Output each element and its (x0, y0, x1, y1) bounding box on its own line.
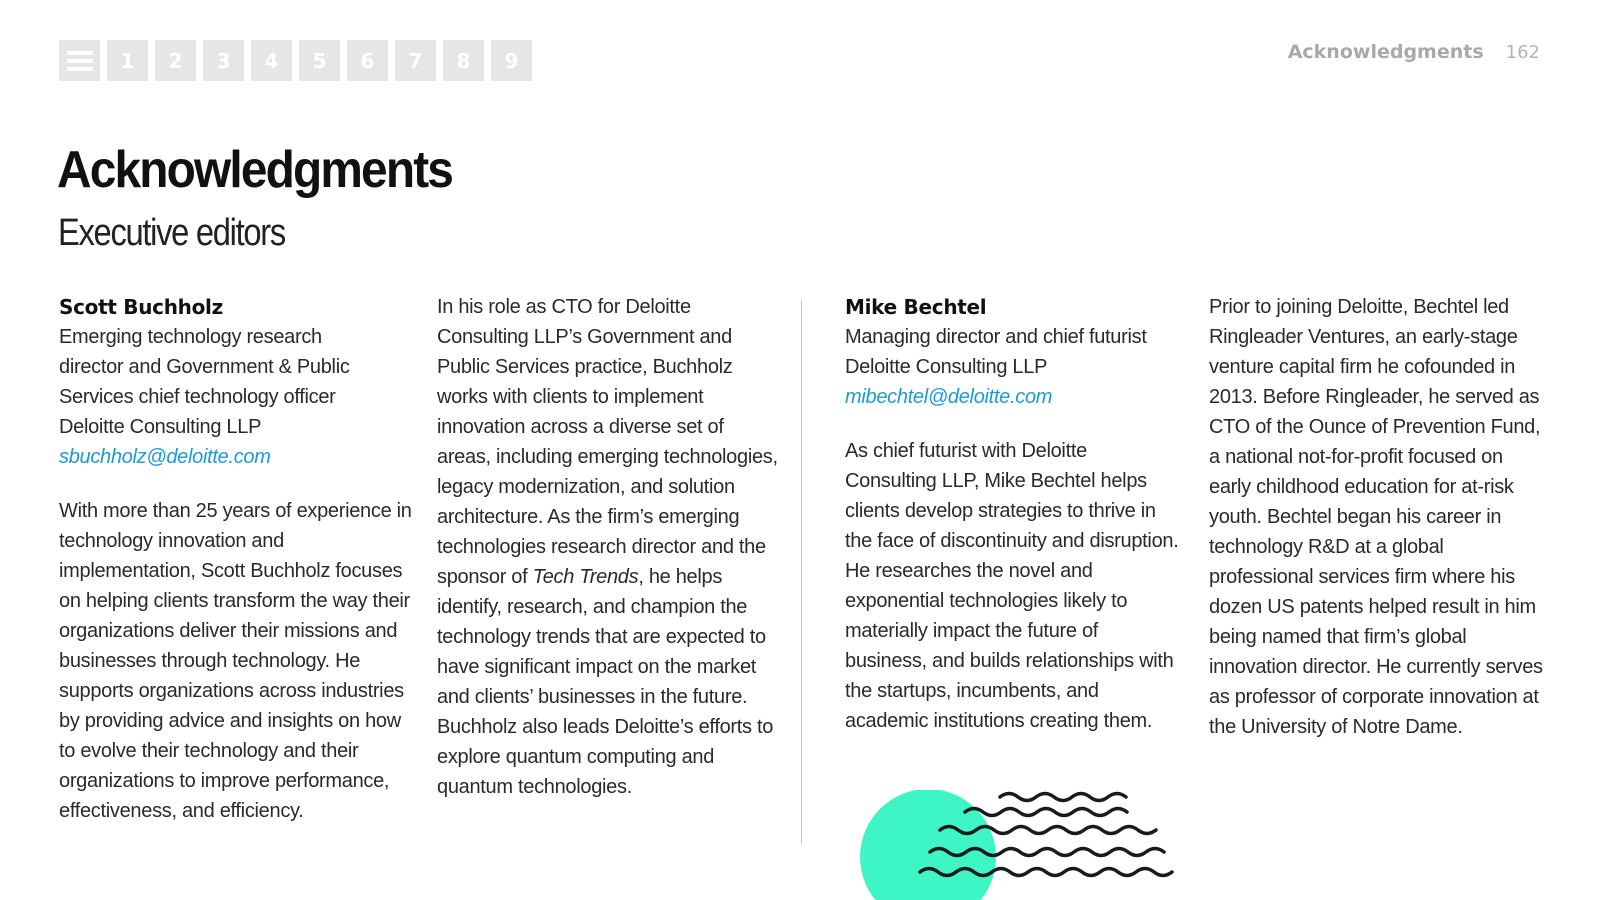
editor-buchholz-column (59, 292, 414, 826)
nav-page-7-button[interactable]: 7 (395, 40, 436, 81)
page-title: Acknowledgments (57, 141, 453, 199)
nav-page-8-button[interactable]: 8 (443, 40, 484, 81)
nav-page-6-button[interactable]: 6 (347, 40, 388, 81)
wave-line (1000, 794, 1126, 801)
wave-line (965, 809, 1127, 816)
publication-title: Tech Trends (532, 566, 639, 588)
column-divider (801, 300, 802, 844)
editor-bio-paragraph: With more than 25 years of experience in technology innovation and implementation, Scott Buchholz focuses on helping clients transform the way their organizations deliver their missions and businesses through technology. He supports organizations across industries by providing advice and insights on how to evolve their technology and their organizations to improve performance, effectiveness, and efficiency. (59, 500, 412, 822)
header-section-link[interactable]: Acknowledgments (1287, 41, 1484, 63)
editor-bio-paragraph: Prior to joining Deloitte, Bechtel led Ringleader Ventures, an early-stage venture capital firm he cofounded in 2013. Before Ringleader, he served as CTO of the Ounce of Prevention Fund, a national not-for-profit focused on early childhood education for at-risk youth. Bechtel began his career in technology R&D at a global professional services firm where his dozen US patents helped result in him being named that firm’s global innovation director. He currently serves as professor of corporate innovation at the University of Notre Dame. (1209, 296, 1543, 738)
editor-company: Deloitte Consulting LLP (845, 356, 1048, 378)
editor-name: Scott Buchholz (59, 295, 223, 319)
decorative-circle (860, 790, 996, 900)
editor-role-line: director and Government & Public (59, 356, 350, 378)
editor-buchholz-bio-column (437, 292, 782, 802)
menu-icon (67, 51, 93, 71)
nav-page-1-button[interactable]: 1 (107, 40, 148, 81)
page-navigation (59, 40, 532, 81)
editor-bechtel-column (845, 292, 1180, 736)
decorative-graphic (860, 790, 1220, 900)
editor-role-line: Managing director and chief futurist (845, 326, 1147, 348)
page-number: 162 (1505, 41, 1540, 63)
editor-role-line: Emerging technology research (59, 326, 322, 348)
running-header (1288, 40, 1540, 64)
section-title: Executive editors (58, 212, 285, 254)
nav-page-3-button[interactable]: 3 (203, 40, 244, 81)
editor-bechtel-bio-column (1209, 292, 1549, 742)
editor-company: Deloitte Consulting LLP (59, 416, 262, 438)
editor-bio-paragraph: In his role as CTO for Deloitte Consulting LLP’s Government and Public Services practice, Buchholz works with clients to implement innovation across a diverse set of areas, including emerging technologies, legacy modernization, and solution architecture. As the firm’s emerging technologies research director and the sponsor of Tech Trends, he helps identify, research, and champion the technology trends that are expected to have significant impact on the market and clients’ businesses in the future. Buchholz also leads Deloitte’s efforts to explore quantum computing and quantum technologies. (437, 296, 778, 798)
nav-page-5-button[interactable]: 5 (299, 40, 340, 81)
nav-page-4-button[interactable]: 4 (251, 40, 292, 81)
email-link[interactable]: sbuchholz@deloitte.com (59, 446, 271, 468)
email-link[interactable]: mibechtel@deloitte.com (845, 386, 1053, 408)
nav-page-9-button[interactable]: 9 (491, 40, 532, 81)
menu-button[interactable] (59, 40, 100, 81)
nav-page-2-button[interactable]: 2 (155, 40, 196, 81)
editor-bio-paragraph: As chief futurist with Deloitte Consulting LLP, Mike Bechtel helps clients develop strategies to thrive in the face of discontinuity and disruption. He researches the novel and exponential technologies likely to materially impact the future of business, and builds relationships with the startups, incumbents, and academic institutions creating them. (845, 440, 1179, 732)
editor-name: Mike Bechtel (845, 295, 987, 319)
editor-role-line: Services chief technology officer (59, 386, 336, 408)
